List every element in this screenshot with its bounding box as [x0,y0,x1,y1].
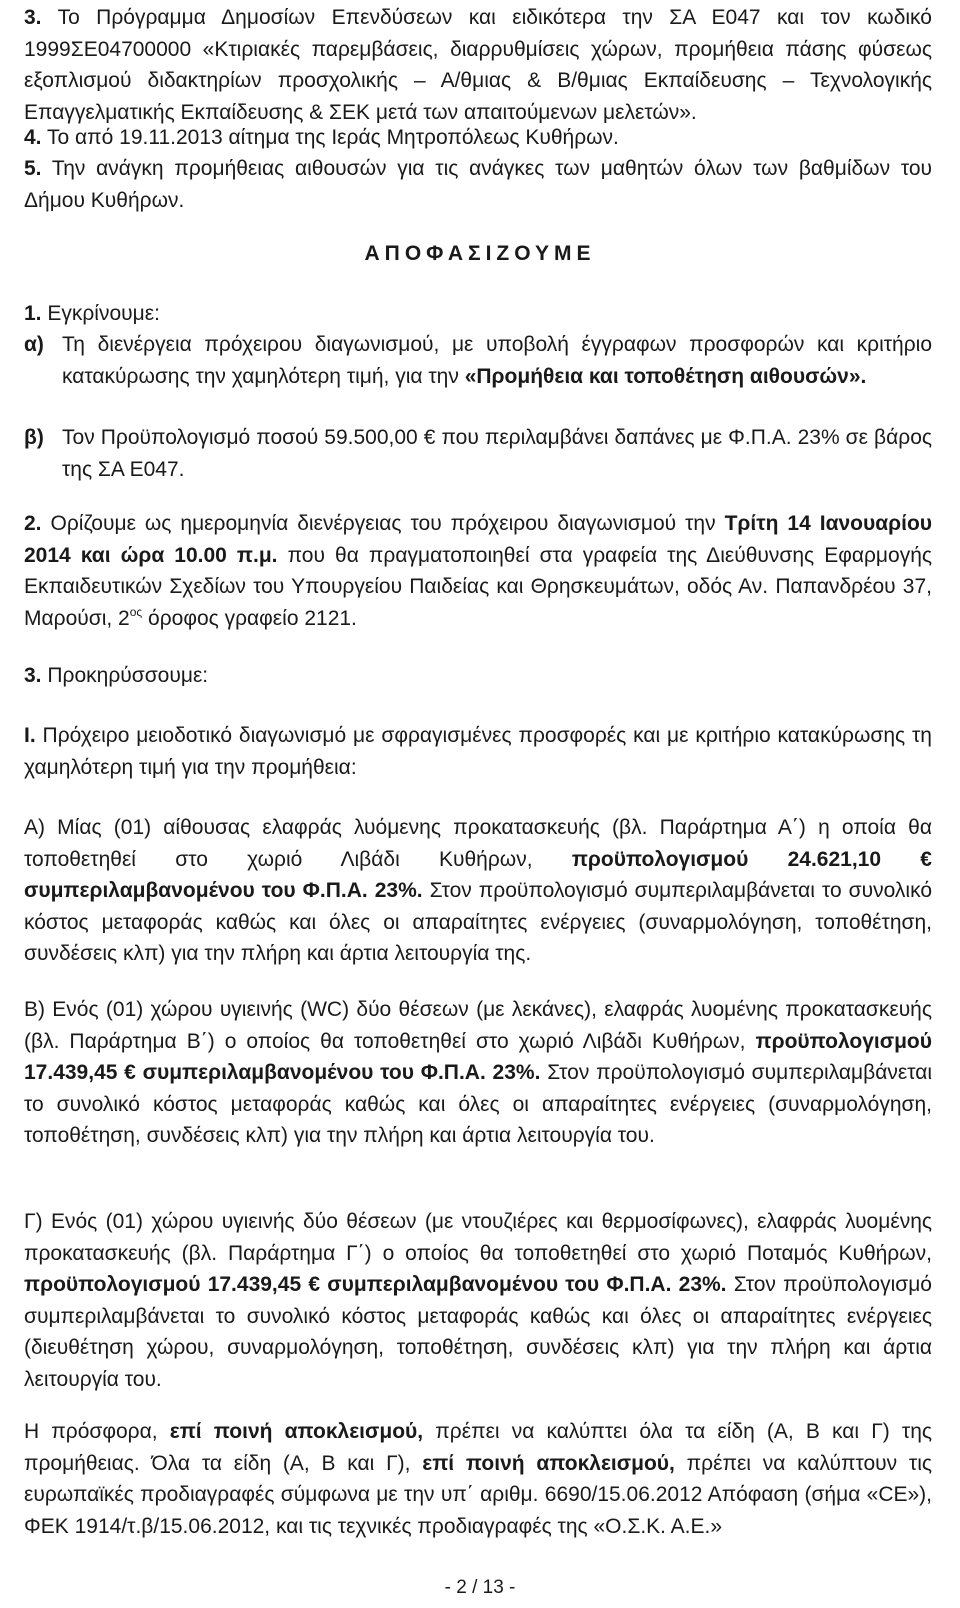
decision-1b: β) Τον Προϋπολογισμό ποσού 59.500,00 € που περιλαμβάνει δαπάνες με Φ.Π.Α. 23% σε βάρος της ΣΑ Ε047. [24,426,932,481]
section-1: Ι. Πρόχειρο μειοδοτικό διαγωνισμό με σφραγισμένες προσφορές και με κριτήριο κατακύρωσης τη χαμηλότερη τιμή για την προμήθεια: [24,724,932,779]
decision-3: 3. Προκηρύσσουμε: [24,664,209,687]
decision-heading: ΑΠΟΦΑΣΙΖΟΥΜΕ [364,242,596,265]
item-c: Γ) Ενός (01) χώρου υγιεινής δύο θέσεων (με ντουζιέρες και θερμοσίφωνες), ελαφράς λυομένης προκατασκευής (βλ. Παράρτημα Γ΄) ο οποίος θα τοποθετηθεί στο χωριό Ποταμός Κυθήρων, προϋπολογισμού 17.439,45 € συμπεριλαμβανομένου του Φ.Π.Α. 23%. Στον προϋπολογισμό συμπεριλαμβάνεται το συνολικό κόστος μεταφοράς καθώς και όλες οι απαραίτητες ενέργειες (διευθέτηση χώρου, συναρμολόγηση, τοποθέτηση, συνδέσεις κλπ) για την πλήρη και άρτια λειτουργία του. [24,1210,932,1391]
closing-paragraph: Η πρόσφορα, επί ποινή αποκλεισμού, πρέπει να καλύπτει όλα τα είδη (Α, Β και Γ) της προμήθειας. Όλα τα είδη (Α, Β και Γ), επί ποινή αποκλεισμού, πρέπει να καλύπτουν τις ευρωπαϊκές προδιαγραφές σύμφωνα με την υπ΄ αριθμ. 6690/15.06.2012 Απόφαση (σήμα «CE»), ΦΕΚ 1914/τ.β/15.06.2012, και τις τεχνικές προδιαγραφές της «Ο.Σ.Κ. Α.Ε.» [24,1420,933,1538]
item-b: Β) Ενός (01) χώρου υγιεινής (WC) δύο θέσεων (με λεκάνες), ελαφράς λυομένης προκατασκευής (βλ. Παράρτημα Β΄) ο οποίος θα τοποθετηθεί στο χωριό Λιβάδι Κυθήρων, προϋπολογισμού 17.439,45 € συμπεριλαμβανομένου του Φ.Π.Α. 23%. Στον προϋπολογισμό συμπεριλαμβάνεται το συνολικό κόστος μεταφοράς καθώς και όλες οι απαραίτητες ενέργειες (συναρμολόγηση, τοποθέτηση, συνδέσεις κλπ) για την πλήρη και άρτια λειτουργία του. [24,998,932,1147]
decision-1-title: 1. Εγκρίνουμε: [24,302,160,325]
point-5: 5. Την ανάγκη προμήθειας αιθουσών για τις ανάγκες των μαθητών όλων των βαθμίδων του Δήμου Κυθήρων. [24,157,932,212]
page-number: - 2 / 13 - [444,1577,516,1598]
decision-2: 2. Ορίζουμε ως ημερομηνία διενέργειας του πρόχειρου διαγωνισμού την Τρίτη 14 Ιανουαρίου 2014 και ώρα 10.00 π.μ. που θα πραγματοποιηθεί στα γραφεία της Διεύθυνσης Εφαρμογής Εκπαιδευτικών Σχεδίων του Υπουργείου Παιδείας και Θρησκευμάτων, οδός Αν. Παπανδρέου 37, Μαρούσι, $2^{o\varsigma}$ όροφος γραφείο 2121. [24,512,932,630]
point-3: 3. Το Πρόγραμμα Δημοσίων Επενδύσεων και ειδικότερα την ΣΑ Ε047 και τον κωδικό 1999ΣΕ04700000 «Κτιριακές παρεμβάσεις, διαρρυθμίσεις χώρων, προμήθεια πάσης φύσεως εξοπλισμού διδακτηρίων προσχολικής – Α/θμιας & Β/θμιας Εκπαίδευσης – Τεχνολογικής Επαγγελματικής Εκπαίδευσης & ΣΕΚ μετά των απαιτούμενων μελετών». [24,6,932,124]
point-4: 4. Το από 19.11.2013 αίτημα της Ιεράς Μητροπόλεως Κυθήρων. [24,126,619,149]
decision-1a: α) Τη διενέργεια πρόχειρου διαγωνισμού, με υποβολή έγγραφων προσφορών και κριτήριο κατακύρωσης την χαμηλότερη τιμή, για την «Προμήθεια και τοποθέτηση αιθουσών». [24,333,932,388]
item-a: Α) Μίας (01) αίθουσας ελαφράς λυόμενης προκατασκευής (βλ. Παράρτημα Α΄) η οποία θα τοποθετηθεί στο χωριό Λιβάδι Κυθήρων, προϋπολογισμού 24.621,10 € συμπεριλαμβανομένου του Φ.Π.Α. 23%. Στον προϋπολογισμό συμπεριλαμβάνεται το συνολικό κόστος μεταφοράς καθώς και όλες οι απαραίτητες ενέργειες (συναρμολόγηση, τοποθέτηση, συνδέσεις κλπ) για την πλήρη και άρτια λειτουργία της. [24,816,932,965]
